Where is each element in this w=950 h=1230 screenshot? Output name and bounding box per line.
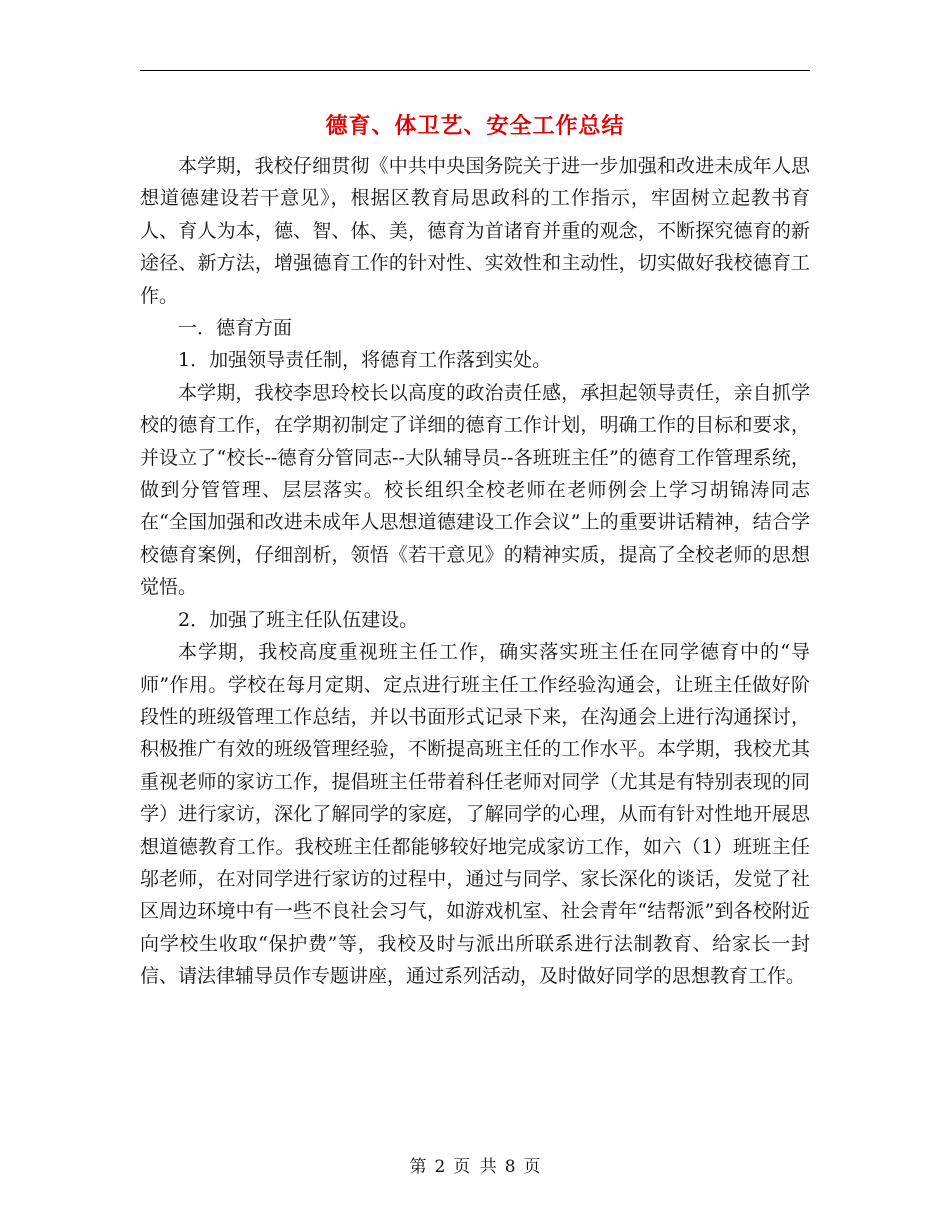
header-rule bbox=[140, 70, 810, 71]
footer-middle: 页 共 bbox=[453, 1157, 497, 1177]
document-body bbox=[140, 150, 810, 993]
document-title: 德育、体卫艺、安全工作总结 bbox=[325, 113, 625, 139]
paragraph-intro: 本学期，我校仔细贯彻《中共中央国务院关于进一步加强和改进未成年人思想道德建设若干意见》，根据区教育局思政科的工作指示，牢固树立起教书育人、育人为本，德、智、体、美，德育为首诸育并重的观念，不断探究德育的新途径、新方法，增强德育工作的针对性、实效性和主动性，切实做好我校德育工作。 bbox=[140, 155, 810, 307]
footer-total-pages: 8 bbox=[504, 1157, 516, 1177]
page-footer bbox=[0, 1152, 950, 1177]
paragraph-leadership: 本学期，我校李思玲校长以高度的政治责任感，承担起领导责任，亲自抓学校的德育工作，在学期初制定了详细的德育工作计划，明确工作的目标和要求，并设立了“校长--德育分管同志--大队辅导员--各班班主任”的德育工作管理系统，做到分管管理、层层落实。校长组织全校老师在老师例会上学习胡锦涛同志在“全国加强和改进未成年人思想道德建设工作会议”上的重要讲话精神，结合学校德育案例，仔细剖析，领悟《若干意见》的精神实质，提高了全校老师的思想觉悟。 bbox=[140, 381, 810, 599]
subheading-1: 1．加强领导责任制，将德育工作落到实处。 bbox=[178, 349, 552, 372]
paragraph-teachers: 本学期，我校高度重视班主任工作，确实落实班主任在同学德育中的“导师”作用。学校在每月定期、定点进行班主任工作经验沟通会，让班主任做好阶段性的班级管理工作总结，并以书面形式记录下来，在沟通会上进行沟通探讨，积极推广有效的班级管理经验，不断提高班主任的工作水平。本学期，我校尤其重视老师的家访工作，提倡班主任带着科任老师对同学（尤其是有特别表现的同学）进行家访，深化了解同学的家庭，了解同学的心理，从而有针对性地开展思想道德教育工作。我校班主任都能够较好地完成家访工作，如六（1）班班主任邬老师，在对同学进行家访的过程中，通过与同学、家长深化的谈话，发觉了社区周边环境中有一些不良社会习气，如游戏机室、社会青年“结帮派”到各校附近向学校生收取“保护费”等，我校及时与派出所联系进行法制教育、给家长一封信、请法律辅导员作专题讲座，通过系列活动，及时做好同学的思想教育工作。 bbox=[140, 641, 810, 988]
subheading-2: 2．加强了班主任队伍建设。 bbox=[178, 608, 419, 631]
section-heading: 一．德育方面 bbox=[178, 317, 293, 340]
footer-page-number: 2 bbox=[434, 1157, 446, 1177]
footer-prefix: 第 bbox=[409, 1157, 427, 1177]
footer-suffix: 页 bbox=[523, 1157, 541, 1177]
